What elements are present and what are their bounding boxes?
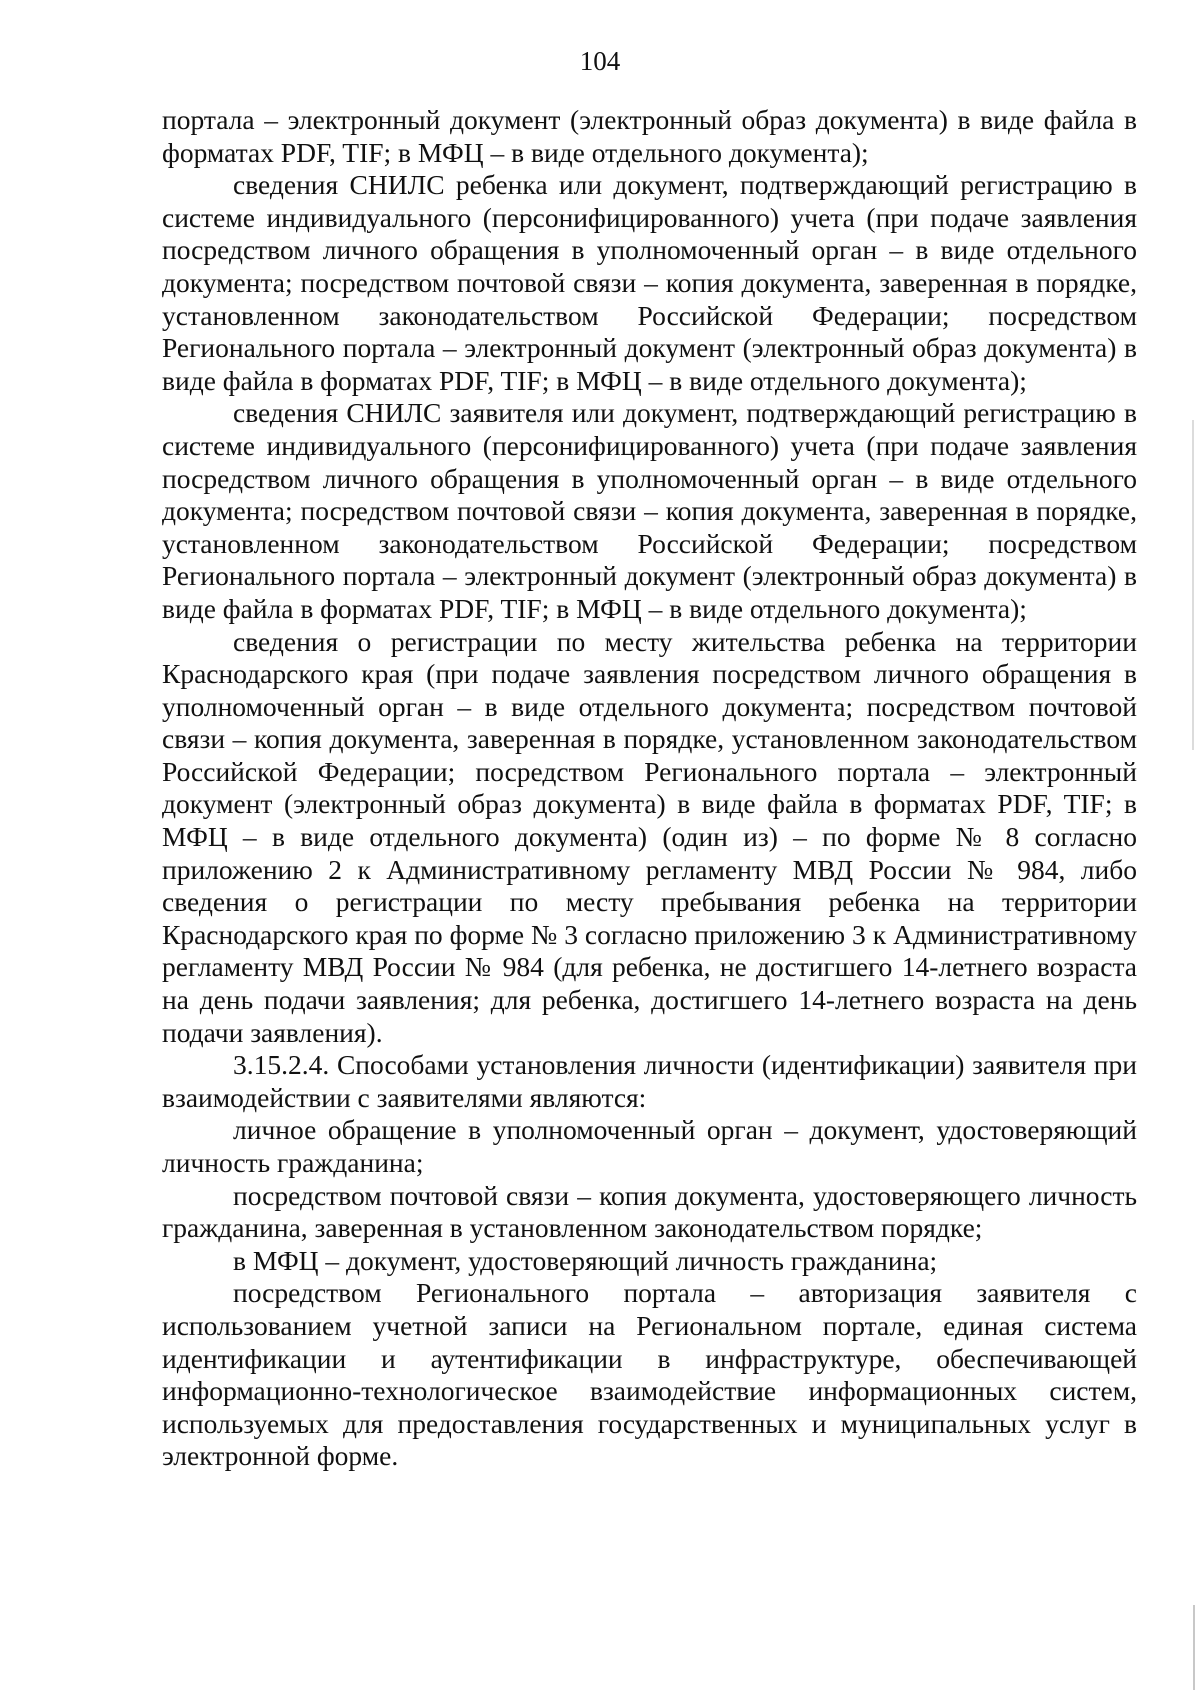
paragraph-applicant-snils: сведения СНИЛС заявителя или документ, подтверждающий регистрацию в системе индивидуального (персонифицированного) учета (при подаче заявления посредством личного обращения в уполномоченный орган – в виде отдельного документа; посредством почтовой связи – копия документа, заверенная в порядке, установленном законодательством Российской Федерации; посредством Регионального портала – электронный документ (электронный образ документа) в виде файла в форматах PDF, TIF; в МФЦ – в виде отдельного документа); — [162, 397, 1137, 624]
paragraph-mfc: в МФЦ – документ, удостоверяющий личность гражданина; — [233, 1244, 938, 1276]
paragraph-postal: посредством почтовой связи – копия документа, удостоверяющего личность гражданина, заверенная в установленном законодательством порядке; — [162, 1179, 1137, 1244]
paragraph-personal-visit: личное обращение в уполномоченный орган – документ, удостоверяющий личность гражданина; — [162, 1114, 1137, 1178]
paragraph-regional-portal: посредством Регионального портала – авторизация заявителя с использованием учетной записи на Региональном портале, единая система идентификации и аутентификации в инфраструктуре, обеспечивающей информационно-технологическое взаимодействие информационных систем, используемых для предоставления государственных и муниципальных услуг в электронной форме. — [162, 1277, 1137, 1472]
document-text — [162, 104, 1137, 1473]
page-number: 104 — [579, 46, 621, 76]
scan-edge-mark — [1193, 1605, 1195, 1690]
paragraph-identification-methods: 3.15.2.4. Способами установления личности (идентификации) заявителя при взаимодействии с заявителями являются: — [162, 1049, 1137, 1113]
paragraph-child-snils: сведения СНИЛС ребенка или документ, подтверждающий регистрацию в системе индивидуального (персонифицированного) учета (при подаче заявления посредством личного обращения в уполномоченный орган – в виде отдельного документа; посредством почтовой связи – копия документа, заверенная в порядке, установленном законодательством Российской Федерации; посредством Регионального портала – электронный документ (электронный образ документа) в виде файла в форматах PDF, TIF; в МФЦ – в виде отдельного документа); — [162, 169, 1137, 396]
scan-edge-mark — [1192, 420, 1194, 750]
paragraph-child-registration: сведения о регистрации по месту жительства ребенка на территории Краснодарского края (при подаче заявления посредством личного обращения в уполномоченный орган – в виде отдельного документа; посредством почтовой связи – копия документа, заверенная в порядке, установленном законодательством Российской Федерации; посредством Регионального портала – электронный документ (электронный образ документа) в виде файла в форматах PDF, TIF; в МФЦ – в виде отдельного документа) (один из) – по форме № 8 согласно приложению 2 к Административному регламенту МВД России № 984, либо сведения о регистрации по месту пребывания ребенка на территории Краснодарского края по форме № 3 согласно приложению 3 к Административному регламенту МВД России № 984 (для ребенка, не достигшего 14-летнего возраста на день подачи заявления; для ребенка, достигшего 14-летнего возраста на день подачи заявления). — [162, 625, 1137, 1048]
paragraph-portal-continuation: портала – электронный документ (электронный образ документа) в виде файла в форматах PDF, TIF; в МФЦ – в виде отдельного документа); — [162, 104, 1137, 168]
